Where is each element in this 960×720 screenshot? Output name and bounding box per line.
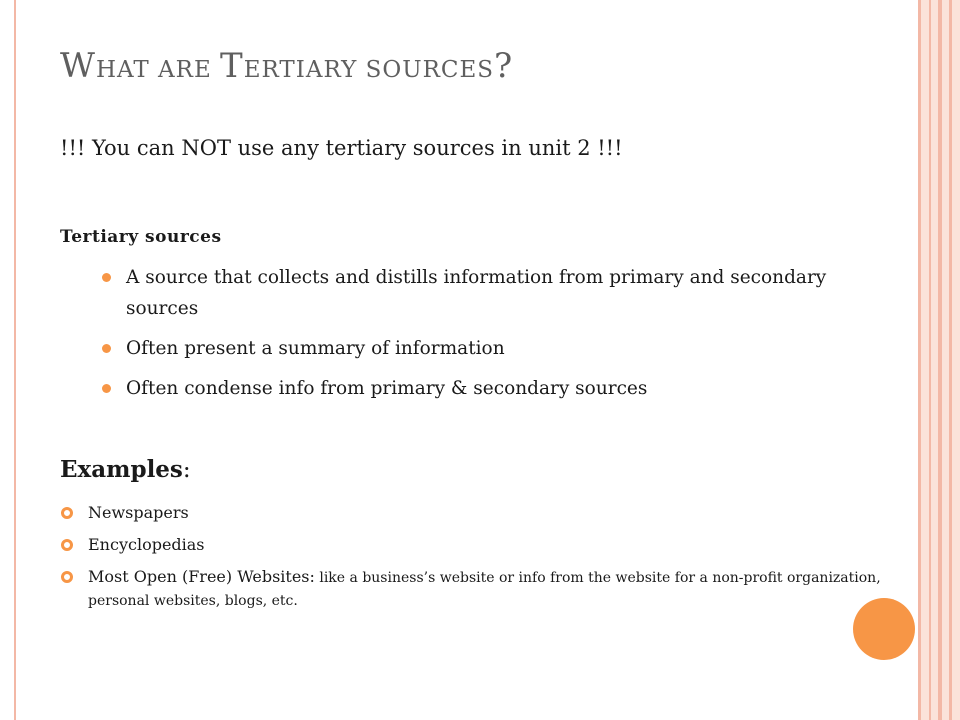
list-item: Often present a summary of information [100,333,860,364]
list-item: Newspapers [60,502,900,524]
list-item: Most Open (Free) Websites: like a business’s website or info from the website for a non-profit organization, personal websites, blogs, etc. [60,566,900,612]
subheading: Tertiary sources [60,227,222,247]
examples-heading: Examples: [60,456,191,483]
definition-list [100,262,860,413]
examples-list [60,502,900,622]
list-item: Encyclopedias [60,534,900,556]
left-frame-line [14,0,16,720]
ring-bullet-icon [61,507,73,519]
right-frame-line-3 [938,0,942,720]
bullet-dot-icon [102,273,111,282]
ring-bullet-icon [61,539,73,551]
right-frame-line-4 [949,0,952,720]
list-item: Often condense info from primary & secondary sources [100,373,860,404]
warning-text: !!! You can NOT use any tertiary sources in unit 2 !!! [60,136,623,160]
list-item: A source that collects and distills information from primary and secondary sources [100,262,860,324]
bullet-dot-icon [102,344,111,353]
ring-bullet-icon [61,571,73,583]
right-frame-line-2 [929,0,931,720]
decorative-circle-icon [853,598,915,660]
slide-title: WHAT ARE TERTIARY SOURCES? [60,46,514,86]
right-frame-line-1 [918,0,921,720]
bullet-dot-icon [102,384,111,393]
